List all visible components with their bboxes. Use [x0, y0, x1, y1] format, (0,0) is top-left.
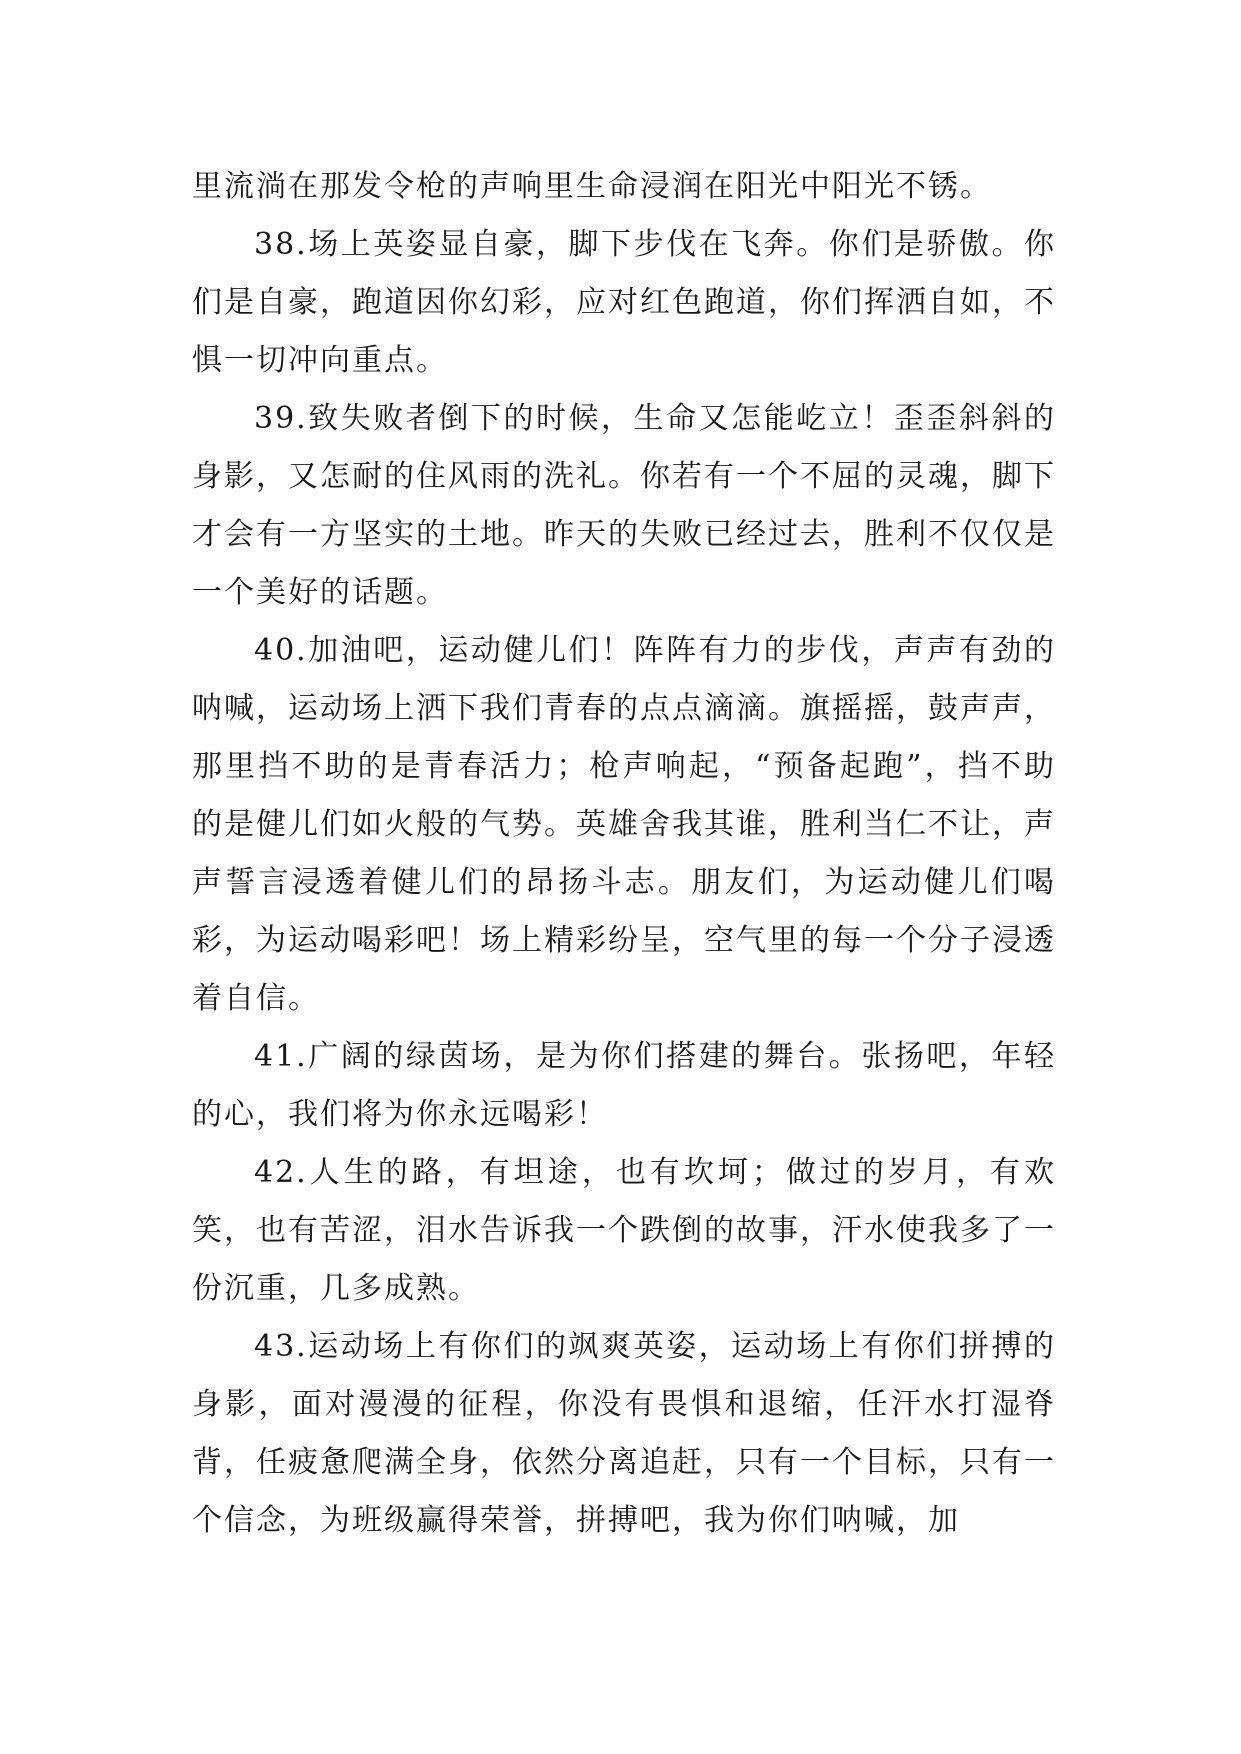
paragraph-39: 39.致失败者倒下的时候，生命又怎能屹立！歪歪斜斜的身影，又怎耐的住风雨的洗礼。你若有一个不屈的灵魂，脚下才会有一方坚实的土地。昨天的失败已经过去，胜利不仅仅是一个美好的话题。: [192, 401, 1056, 610]
paragraph-38: 38.场上英姿显自豪，脚下步伐在飞奔。你们是骄傲。你们是自豪，跑道因你幻彩，应对红色跑道，你们挥洒自如，不惧一切冲向重点。: [192, 227, 1056, 378]
paragraph-continuation: 里流淌在那发令枪的声响里生命浸润在阳光中阳光不锈。: [192, 169, 992, 204]
document-body: [192, 158, 1056, 1550]
paragraph-42: 42.人生的路，有坦途，也有坎坷；做过的岁月，有欢笑，也有苦涩，泪水告诉我一个跌倒的故事，汗水使我多了一份沉重，几多成熟。: [192, 1155, 1056, 1306]
paragraph-40: 40.加油吧，运动健儿们！阵阵有力的步伐，声声有劲的呐喊，运动场上洒下我们青春的点点滴滴。旗摇摇，鼓声声，那里挡不助的是青春活力；枪声响起，“预备起跑”，挡不助的是健儿们如火般的气势。英雄舍我其谁，胜利当仁不让，声声誓言浸透着健儿们的昂扬斗志。朋友们，为运动健儿们喝彩，为运动喝彩吧！场上精彩纷呈，空气里的每一个分子浸透着自信。: [192, 633, 1056, 1016]
paragraph-43: 43.运动场上有你们的飒爽英姿，运动场上有你们拼搏的身影，面对漫漫的征程，你没有畏惧和退缩，任汗水打湿脊背，任疲惫爬满全身，依然分离追赶，只有一个目标，只有一个信念，为班级赢得荣誉，拼搏吧，我为你们呐喊，加: [192, 1329, 1056, 1538]
paragraph-41: 41.广阔的绿茵场，是为你们搭建的舞台。张扬吧，年轻的心，我们将为你永远喝彩！: [192, 1039, 1056, 1132]
